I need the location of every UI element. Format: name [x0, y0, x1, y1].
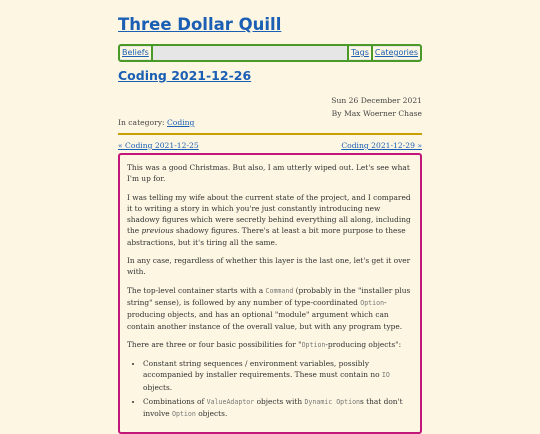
- post-title[interactable]: Coding 2021-12-26: [118, 68, 252, 83]
- text: objects.: [195, 409, 228, 419]
- text: -producing objects":: [325, 339, 402, 349]
- text: I was telling my wife about the current state of the project, and I compared it to writing a story in which you're just constantly introducing new shadowy figures which were secretly behind everything all along, including the: [127, 192, 411, 236]
- emphasis: previous: [141, 226, 174, 236]
- list-item: [143, 358, 413, 393]
- list-item: [143, 396, 413, 421]
- inline-code: Option: [172, 410, 196, 419]
- post-meta: [331, 94, 422, 120]
- post-category: [118, 118, 194, 127]
- nav-link-beliefs[interactable]: Beliefs: [122, 48, 149, 57]
- prev-post-link[interactable]: « Coding 2021-12-25: [118, 141, 199, 150]
- post-content: [118, 153, 422, 434]
- text: There are three or four basic possibilities for ": [127, 339, 302, 349]
- text: shadowy figures. There's at least a bit more purpose to these abstractions, but it's tiring all the same.: [127, 226, 406, 247]
- text: Constant string sequences / environment variables, possibly accompanied by installer requirements. These must contain no: [143, 359, 382, 380]
- paragraph: [127, 285, 413, 332]
- site-title[interactable]: Three Dollar Quill: [118, 15, 282, 34]
- inline-code: Dynamic Option: [304, 398, 361, 407]
- inline-code: IO: [381, 371, 390, 380]
- category-label: In category:: [118, 118, 165, 127]
- nav-spacer: [153, 46, 347, 60]
- text: The top-level container starts with a: [127, 285, 266, 295]
- post-author: By Max Woerner Chase: [331, 109, 422, 118]
- text: objects with: [254, 397, 305, 407]
- bullet-list: [127, 358, 413, 420]
- category-link-coding[interactable]: Coding: [166, 118, 195, 127]
- text: -producing objects, and has an optional "module" argument which can contain another instance of the overall value, but with any program type.: [127, 297, 403, 331]
- next-post-link[interactable]: Coding 2021-12-29 »: [341, 141, 422, 150]
- paragraph: This was a good Christmas. But also, I am utterly wiped out. Let's see what I'm up for.: [127, 163, 410, 184]
- inline-code: Command: [265, 286, 294, 295]
- nav-link-tags[interactable]: Tags: [351, 48, 369, 57]
- paragraph: [127, 339, 413, 351]
- paragraph: [127, 192, 413, 248]
- text: Combinations of: [143, 397, 207, 407]
- text: objects.: [143, 382, 173, 392]
- inline-code: Option: [301, 340, 326, 349]
- nav-link-categories[interactable]: Categories: [374, 48, 418, 57]
- header-divider: [118, 133, 422, 135]
- inline-code: ValueAdaptor: [206, 398, 255, 407]
- text: (probably in the "installer plus string" sense), is followed by any number of type-coordinated: [127, 285, 411, 307]
- nav-bar: [118, 44, 422, 62]
- inline-code: Option: [360, 298, 385, 307]
- paragraph: In any case, regardless of whether this layer is the last one, let's get it over with.: [127, 256, 411, 277]
- post-date: Sun 26 December 2021: [331, 96, 422, 105]
- text: s that don't involve: [143, 397, 403, 419]
